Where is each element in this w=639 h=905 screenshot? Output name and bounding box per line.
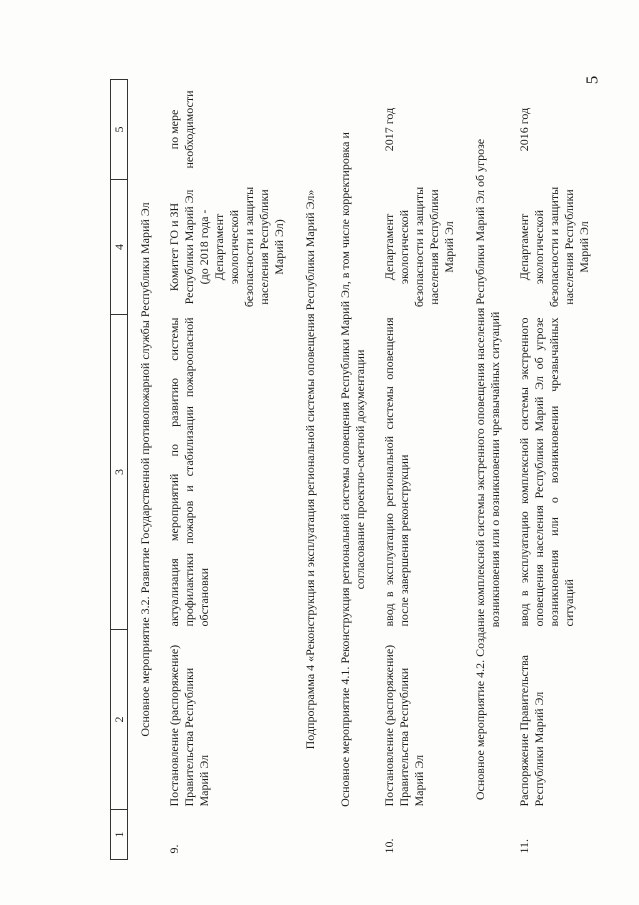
section-heading-row bbox=[328, 80, 378, 860]
header-col-3: 3 bbox=[111, 315, 128, 630]
header-col-1: 1 bbox=[111, 810, 128, 860]
implementation-term: 2016 год bbox=[517, 107, 531, 152]
table-row bbox=[513, 80, 598, 860]
page-number: 5 bbox=[582, 75, 602, 85]
document-type: Распоряжение Правительства Республики Марий Эл bbox=[517, 655, 546, 807]
measure-description: актуализация мероприятий по развитию системы профилактики пожаров и стабилизации пожароопасной обстановки bbox=[167, 317, 211, 627]
section-heading-row bbox=[128, 80, 164, 860]
document-type: Постановление (распоряжение) Правительства Республики Марий Эл bbox=[382, 644, 426, 807]
responsible-executor: Департамент экологической безопасности и защиты населения Республики Марий Эл bbox=[382, 186, 456, 308]
row-number: 11. bbox=[517, 838, 531, 854]
table-header-row bbox=[111, 80, 128, 860]
measure-description: ввод в эксплуатацию региональной системы оповещения после завершения реконструкции bbox=[382, 317, 411, 627]
section-heading-row bbox=[463, 80, 513, 860]
responsible-executor: Департамент экологической безопасности и защиты населения Республики Марий Эл bbox=[517, 186, 591, 308]
row-number: 9. bbox=[167, 844, 181, 854]
implementation-term: по мере необходимости bbox=[167, 90, 196, 169]
header-col-4: 4 bbox=[111, 180, 128, 315]
table-row bbox=[163, 80, 293, 860]
table-row bbox=[378, 80, 463, 860]
table-body bbox=[128, 80, 599, 860]
measures-table bbox=[110, 79, 598, 860]
section-heading: Подпрограмма 4 «Реконструкция и эксплуатация региональной системы оповещения Республики Марий Эл» bbox=[303, 189, 317, 750]
header-col-5: 5 bbox=[111, 80, 128, 180]
document-type: Постановление (распоряжение) Правительства Республики Марий Эл bbox=[167, 644, 211, 807]
section-heading: Основное мероприятие 4.2. Создание комплексной системы экстренного оповещения населения Республики Марий Эл об угрозе возникновения или о возникновении чрезвычайных ситуаций bbox=[473, 138, 502, 801]
section-heading-row bbox=[293, 80, 328, 860]
responsible-executor: Комитет ГО и ЗН Республики Марий Эл (до 2018 года - Департамент экологической безопасности и защиты населения Республики Марий Эл) bbox=[167, 186, 286, 308]
section-heading: Основное мероприятие 4.1. Реконструкция региональной системы оповещения Республики Марий Эл, в том числе корректировка и согласование проектно-сметной документации bbox=[338, 132, 367, 807]
rotated-table-sheet bbox=[110, 80, 591, 860]
section-heading: Основное мероприятие 3.2. Развитие Государственной противопожарной службы Республики Марий Эл bbox=[138, 202, 152, 737]
implementation-term: 2017 год bbox=[382, 107, 396, 152]
measure-description: ввод в эксплуатацию комплексной системы экстренного оповещения населения Республики Марий Эл об угрозе возникновения или о возникновении чрезвычайных ситуаций bbox=[517, 317, 576, 627]
row-number: 10. bbox=[382, 838, 396, 854]
header-col-2: 2 bbox=[111, 630, 128, 810]
